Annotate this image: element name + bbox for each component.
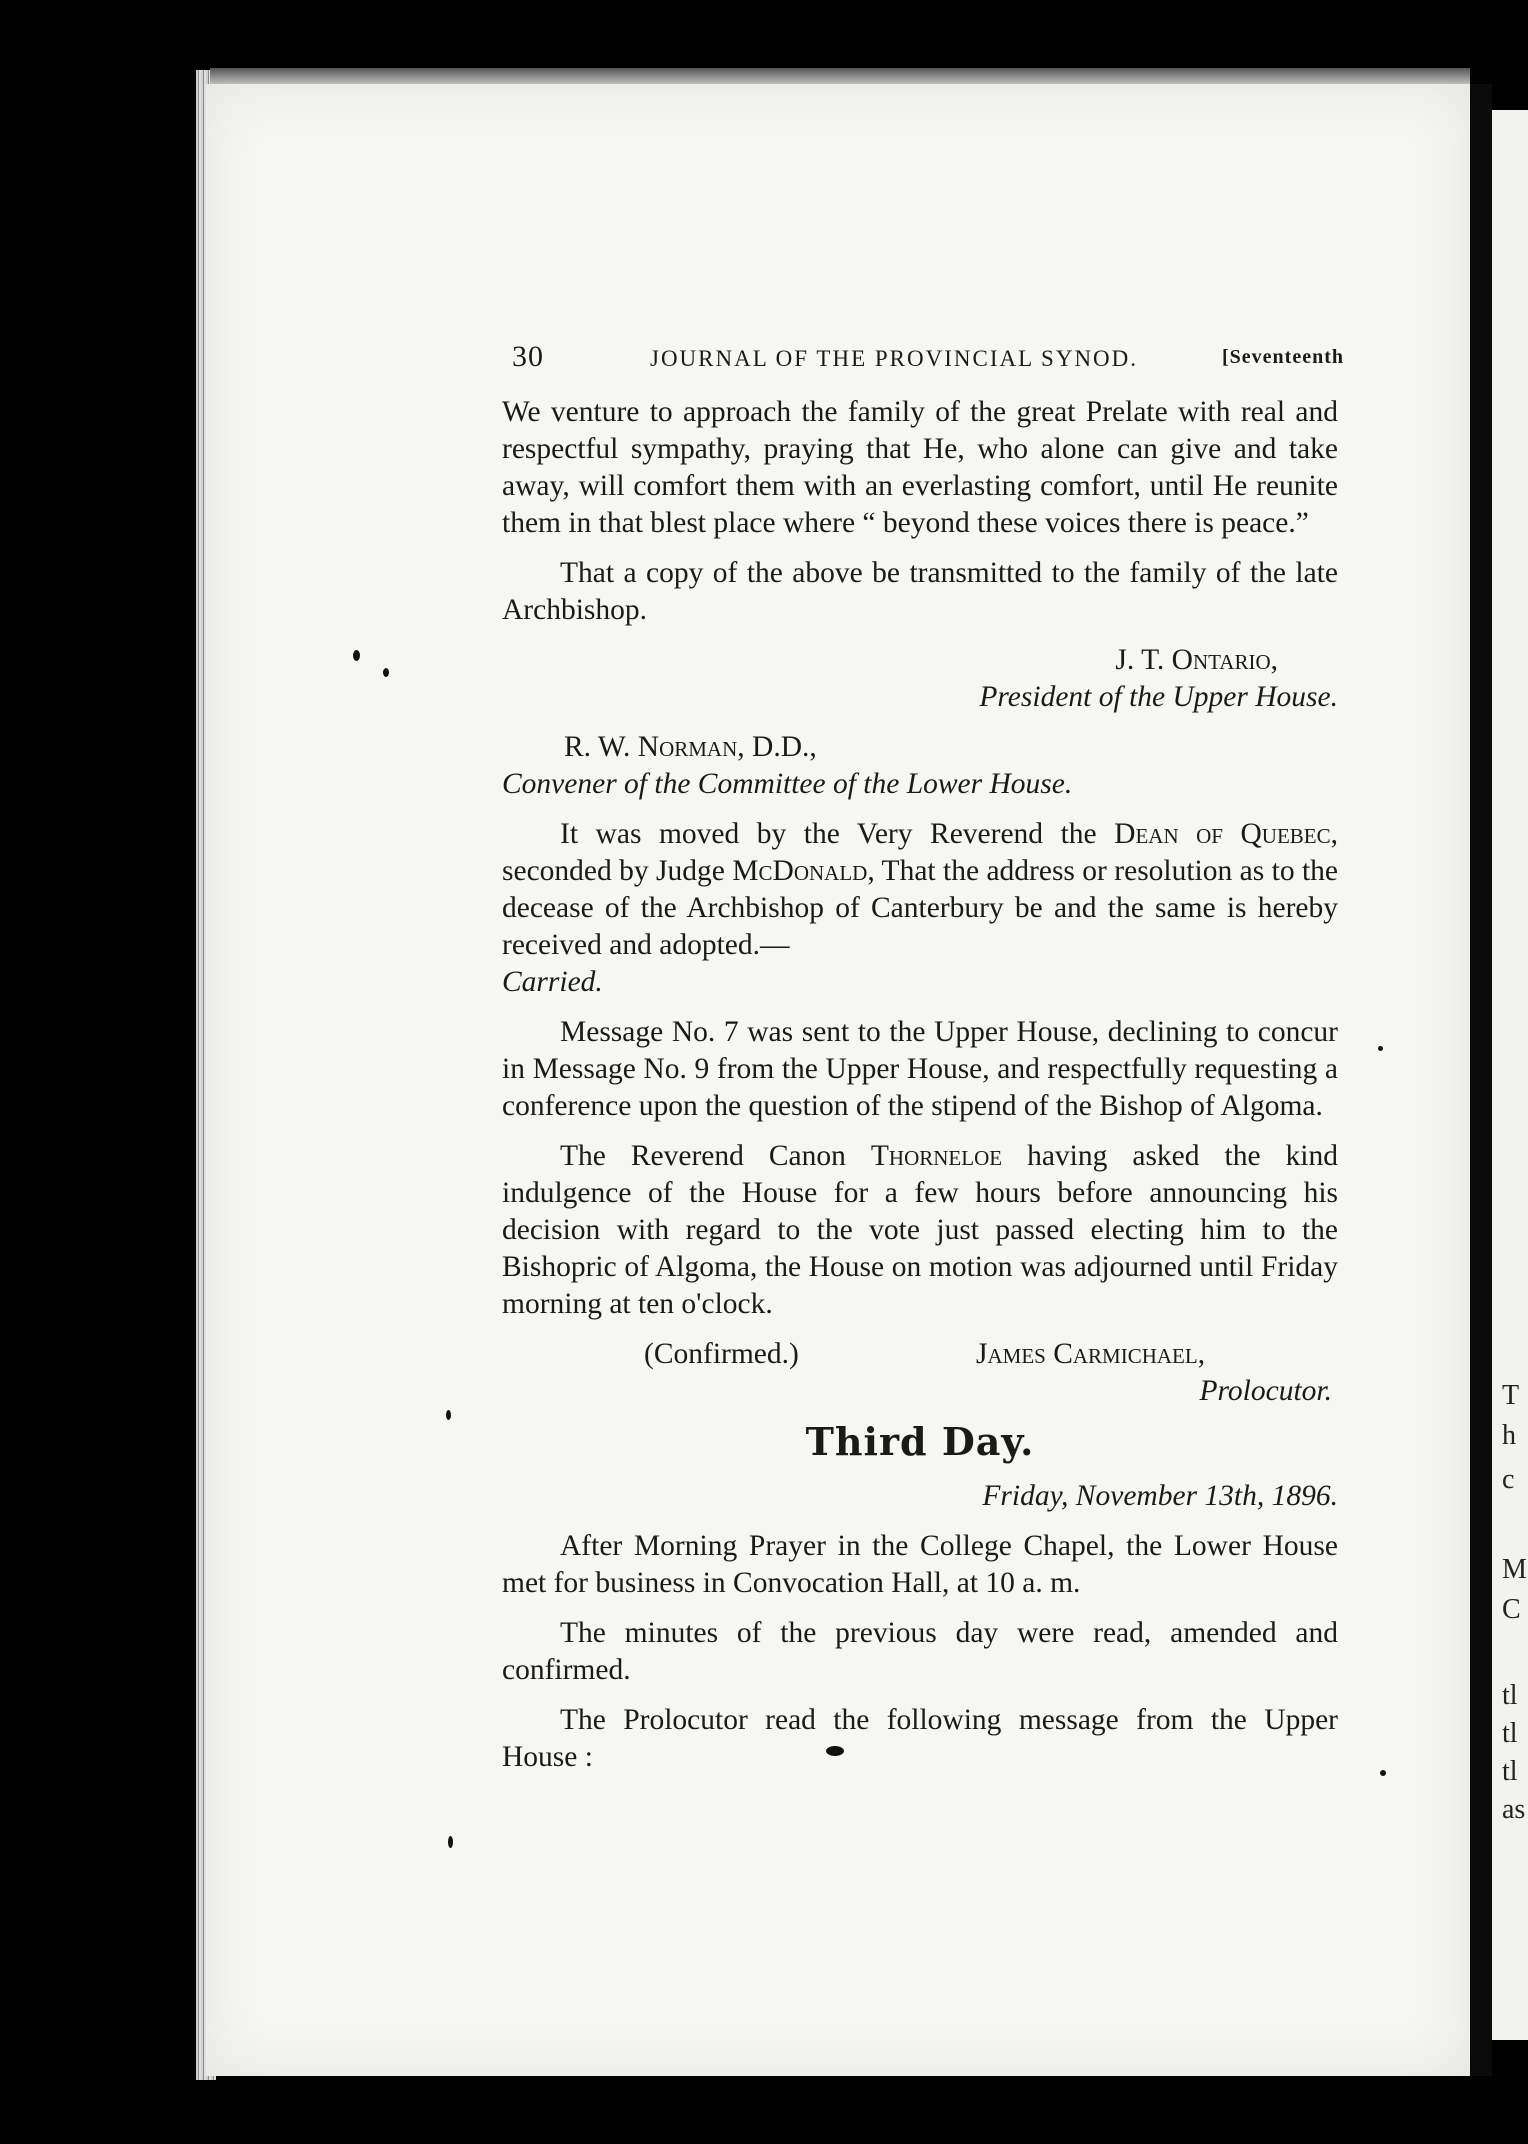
facing-fragment: c — [1502, 1464, 1515, 1495]
scan-speck — [826, 1746, 844, 1756]
facing-fragment: tl — [1502, 1680, 1518, 1711]
paragraph-minutes: The minutes of the previous day were read, amended and confirmed. — [502, 1617, 1338, 1686]
book-top-edge — [210, 68, 1470, 84]
scan-speck — [1378, 1046, 1383, 1051]
confirmation-block — [502, 1336, 1338, 1410]
carried-label: Carried. — [502, 966, 603, 998]
paragraph-motion — [502, 816, 1338, 1001]
person-name: Thorneloe — [870, 1140, 1003, 1172]
signature-name: R. W. Norman, D.D., — [564, 731, 817, 763]
facing-fragment: tl — [1502, 1756, 1518, 1787]
date-line: Friday, November 13th, 1896. — [982, 1480, 1338, 1512]
day-heading: Third Day. — [805, 1419, 1035, 1464]
scan-speck — [353, 650, 360, 661]
signature-ontario — [502, 642, 1338, 716]
signature-title: Convener of the Committee of the Lower House. — [502, 768, 1073, 800]
signature-name: J. T. Ontario, — [1115, 644, 1278, 676]
facing-fragment: C — [1502, 1594, 1521, 1625]
text-run: The Reverend Canon — [560, 1140, 871, 1172]
scan-speck — [448, 1836, 453, 1848]
signature-name: James Carmichael, — [976, 1338, 1206, 1370]
signature-title: President of the Upper House. — [979, 681, 1338, 713]
paragraph-sympathy: We venture to approach the family of the great Prelate with real and respectful sympathy, praying that He, who alone can give and take away, will comfort them with an everlasting comfort, until He reunite them in that blest place where “ beyond these voices there is peace.” — [502, 396, 1338, 539]
page-number: 30 — [512, 340, 544, 373]
paragraph-transmit: That a copy of the above be transmitted to the family of the late Archbishop. — [502, 557, 1338, 626]
person-name: Dean of Quebec — [1114, 818, 1331, 850]
facing-page-strip — [1492, 110, 1528, 2040]
text-run: , That the address or resolution as to the decease of the Archbishop of Canterbury be and the same is hereby received and adopted.— — [502, 855, 1339, 961]
facing-fragment: M — [1502, 1554, 1527, 1585]
scan-speck — [383, 668, 389, 677]
paragraph-prolocutor: The Prolocutor read the following message from the Upper House : — [502, 1704, 1338, 1773]
text-run: , seconded by Judge — [502, 818, 1339, 887]
scan-speck — [446, 1410, 451, 1420]
paragraph-message-7: Message No. 7 was sent to the Upper House, declining to concur in Message No. 9 from the Upper House, and respectfully requesting a conference upon the question of the stipend of the Bishop of Algoma. — [502, 1016, 1338, 1122]
book-gutter — [1470, 84, 1492, 2076]
running-title: JOURNAL OF THE PROVINCIAL SYNOD. — [650, 346, 1139, 371]
person-name: McDonald — [732, 855, 868, 887]
signature-title: Prolocutor. — [1199, 1375, 1332, 1407]
page-body — [502, 394, 1338, 1789]
signature-norman — [502, 729, 1338, 803]
facing-fragment: T — [1502, 1380, 1520, 1411]
facing-fragment: as — [1502, 1794, 1526, 1825]
facing-fragment: h — [1502, 1420, 1516, 1451]
scan-speck — [1380, 1770, 1386, 1776]
text-run: It was moved by the Very Reverend the — [560, 818, 1115, 850]
text-run: having asked the kind indulgence of the House for a few hours before announcing his decision with regard to the vote just passed electing him to the Bishopric of Algoma, the House on motion was adjourned until Friday morning at ten o'clock. — [502, 1140, 1338, 1320]
paragraph-morning-prayer: After Morning Prayer in the College Chapel, the Lower House met for business in Convocation Hall, at 10 a. m. — [502, 1530, 1338, 1599]
section-label: [Seventeenth — [1222, 346, 1344, 368]
facing-fragment: tl — [1502, 1718, 1518, 1749]
confirmed-label: (Confirmed.) — [644, 1338, 799, 1370]
paragraph-thorneloe — [502, 1138, 1338, 1323]
